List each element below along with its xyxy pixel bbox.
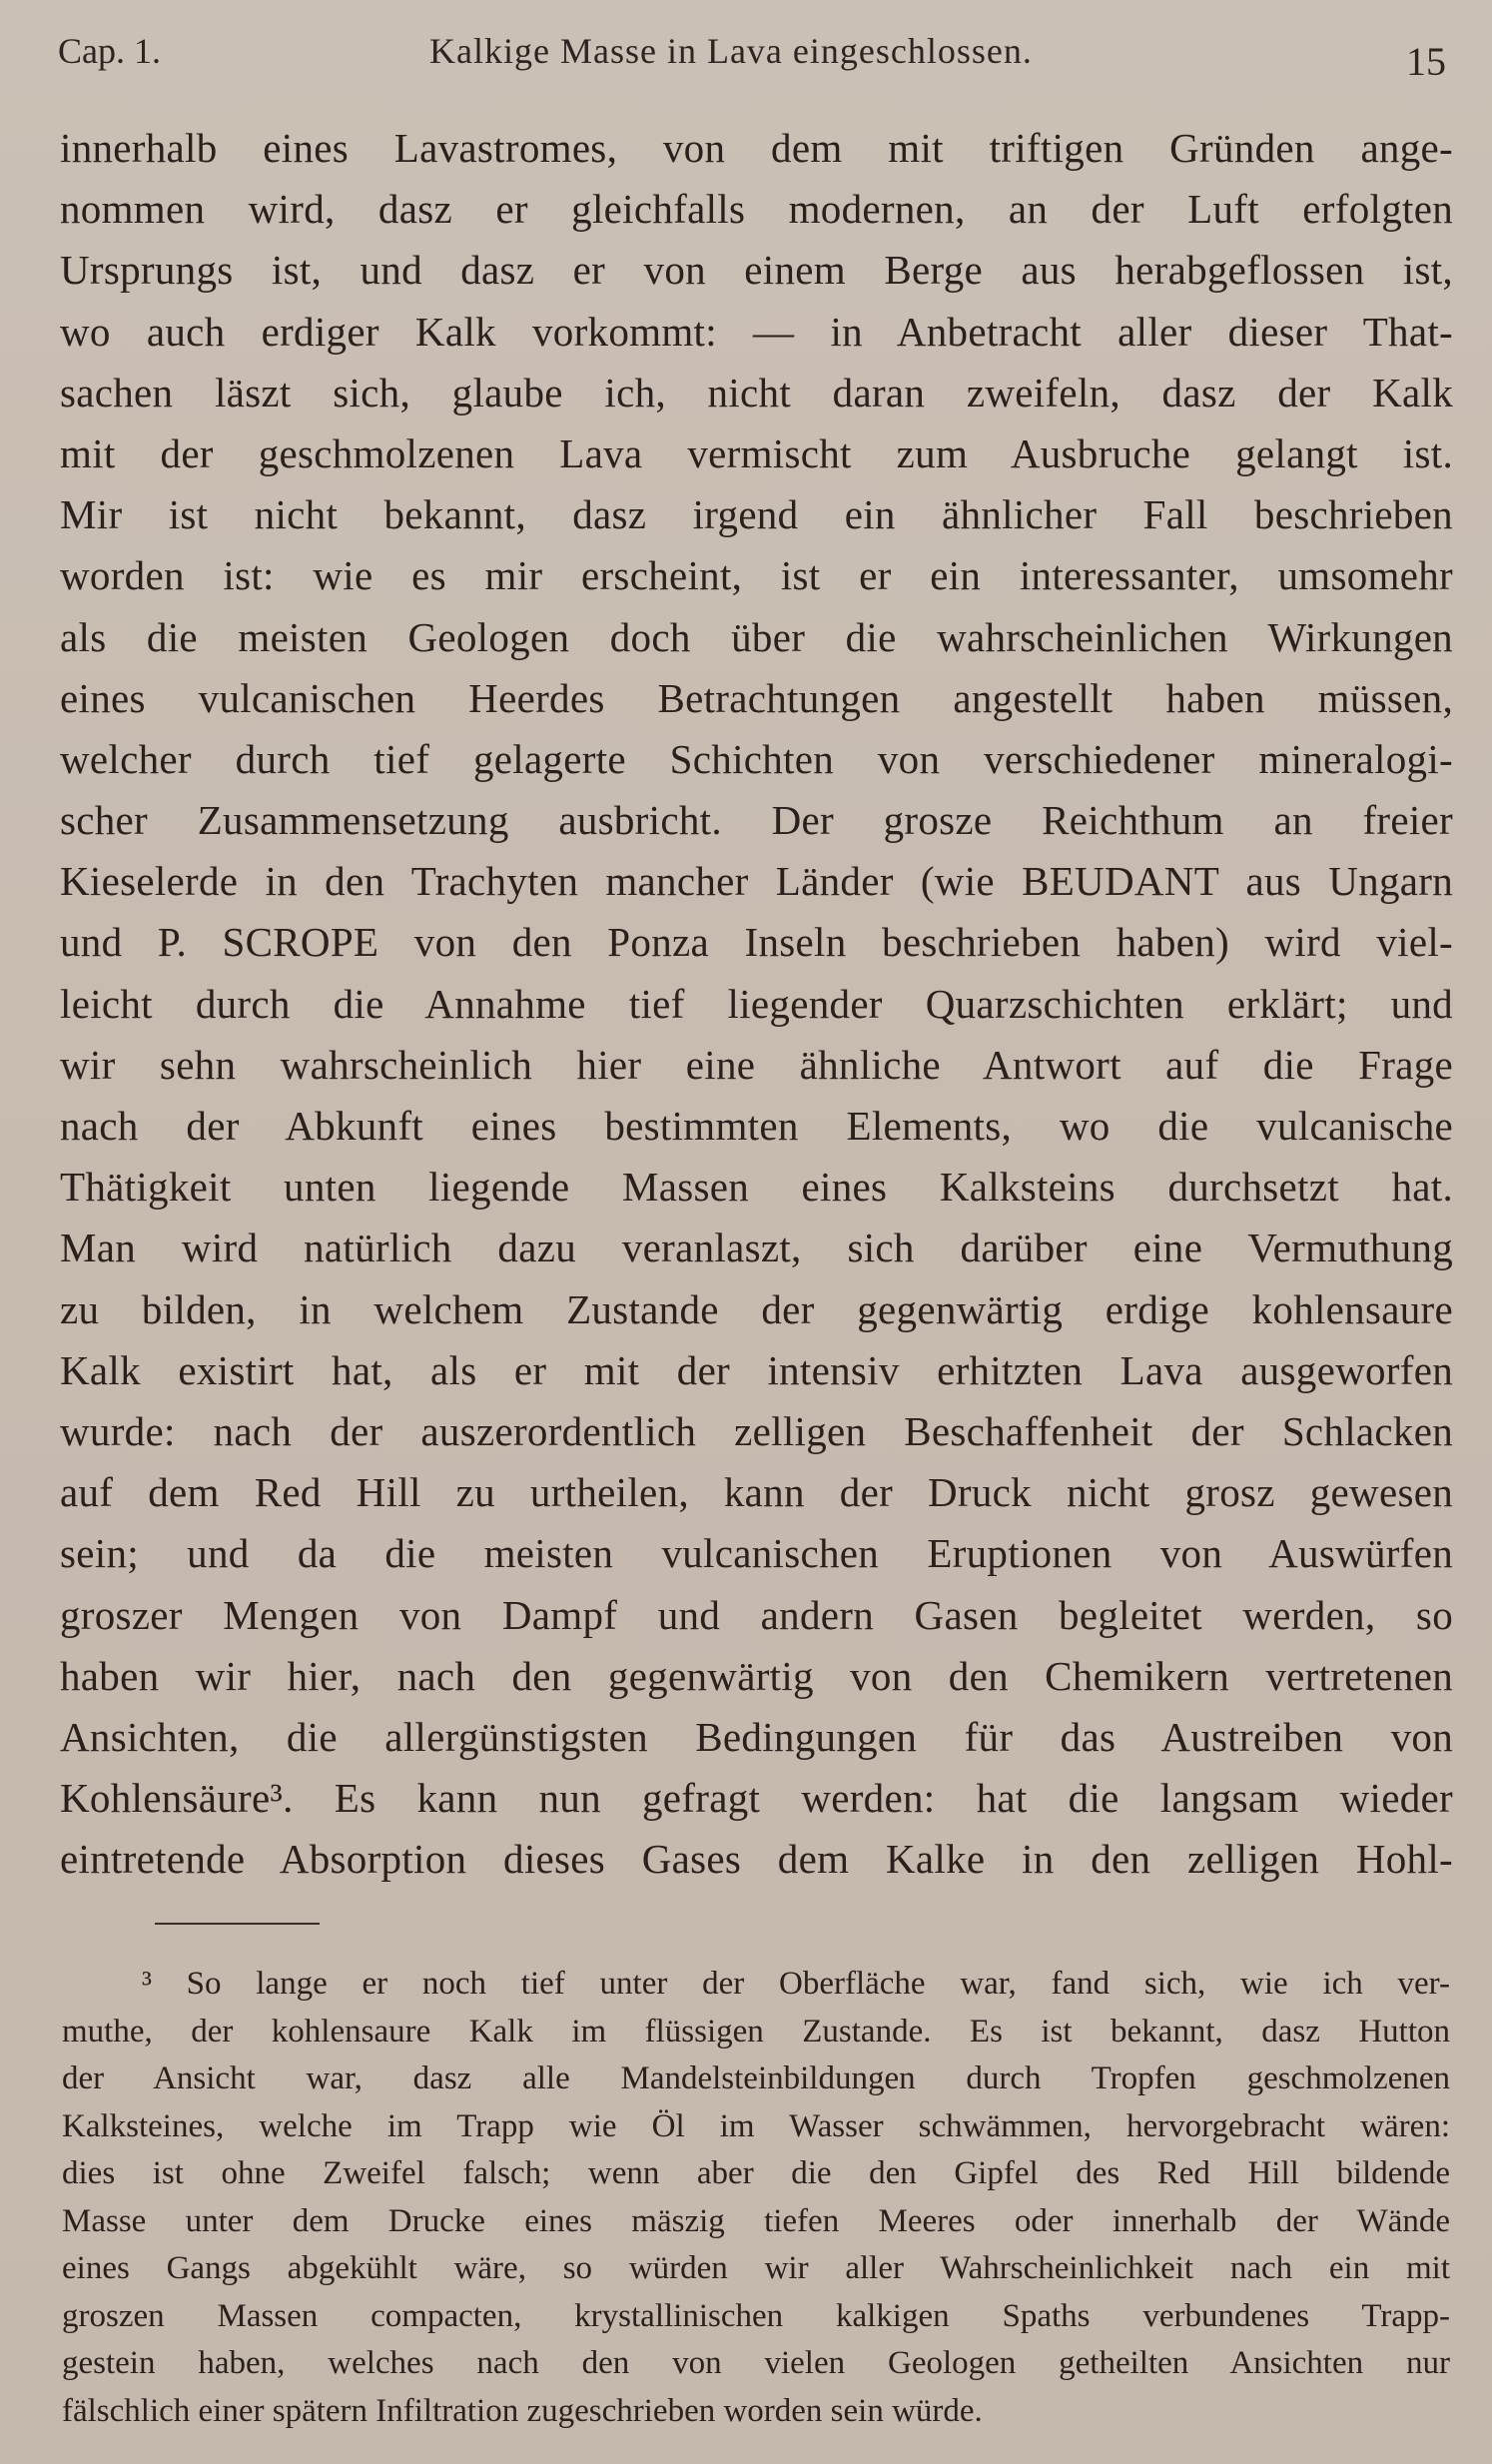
running-title: Kalkige Masse in Lava eingeschlossen. bbox=[429, 31, 1033, 71]
main-text bbox=[60, 118, 1453, 1890]
text-line: nach der Abkunft eines bestimmten Elements, wo die vulcanische bbox=[60, 1103, 1453, 1149]
text-line: zu bilden, in welchem Zustande der gegenwärtig erdige kohlensaure bbox=[60, 1285, 1453, 1332]
text-line: Kieselerde in den Trachyten mancher Länder (wie BEUDANT aus Ungarn bbox=[60, 858, 1453, 905]
text-line: eintretende Absorption dieses Gases dem Kalke in den zelligen Hohl- bbox=[60, 1836, 1453, 1883]
text-line: innerhalb eines Lavastromes, von dem mit triftigen Gründen ange- bbox=[60, 125, 1453, 171]
footnote-line: fälschlich einer spätern Infiltration zugeschrieben worden sein würde. bbox=[62, 2392, 983, 2429]
footnote-line: der Ansicht war, dasz alle Mandelsteinbildungen durch Tropfen geschmolzenen bbox=[62, 2060, 1450, 2096]
text-line: sein; und da die meisten vulcanischen Eruptionen von Auswürfen bbox=[60, 1530, 1453, 1577]
text-line: leicht durch die Annahme tief liegender Quarzschichten erklärt; und bbox=[60, 980, 1453, 1027]
text-line: haben wir hier, nach den gegenwärtig von den Chemikern vertretenen bbox=[60, 1652, 1453, 1699]
footnote-line: muthe, der kohlensaure Kalk im flüssigen Zustande. Es ist bekannt, dasz Hutton bbox=[62, 2013, 1450, 2050]
chapter-label: Cap. 1. bbox=[58, 31, 161, 71]
text-line: Kohlensäure³. Es kann nun gefragt werden: hat die langsam wieder bbox=[60, 1775, 1453, 1822]
text-line: Man wird natürlich dazu veranlaszt, sich darüber eine Vermuthung bbox=[60, 1225, 1453, 1271]
text-line: mit der geschmolzenen Lava vermischt zum Ausbruche gelangt ist. bbox=[60, 429, 1453, 476]
text-line: wo auch erdiger Kalk vorkommt: — in Anbetracht aller dieser That- bbox=[60, 308, 1453, 355]
footnote-line: groszen Massen compacten, krystallinischen kalkigen Spaths verbundenes Trapp- bbox=[62, 2297, 1450, 2334]
footnote-line: ³ So lange er noch tief unter der Oberfläche war, fand sich, wie ich ver- bbox=[142, 1966, 1450, 2002]
footnote-separator bbox=[155, 1923, 320, 1925]
text-line: auf dem Red Hill zu urtheilen, kann der Druck nicht grosz gewesen bbox=[60, 1469, 1453, 1516]
text-line: welcher durch tief gelagerte Schichten von verschiedener mineralogi- bbox=[60, 735, 1453, 782]
text-line: worden ist: wie es mir erscheint, ist er ein interessanter, umsomehr bbox=[60, 552, 1453, 599]
page-number: 15 bbox=[1406, 39, 1446, 84]
text-line: sachen läszt sich, glaube ich, nicht daran zweifeln, dasz der Kalk bbox=[60, 369, 1453, 415]
text-line: Kalk existirt hat, als er mit der intensiv erhitzten Lava ausgeworfen bbox=[60, 1346, 1453, 1393]
text-line: Ursprungs ist, und dasz er von einem Berge aus herabgeflossen ist, bbox=[60, 247, 1453, 294]
text-line: eines vulcanischen Heerdes Betrachtungen angestellt haben müssen, bbox=[60, 674, 1453, 721]
running-head bbox=[58, 30, 1446, 90]
text-line: wurde: nach der auszerordentlich zelligen Beschaffenheit der Schlacken bbox=[60, 1407, 1453, 1454]
text-line: Ansichten, die allergünstigsten Bedingungen für das Austreiben von bbox=[60, 1713, 1453, 1760]
footnote-line: Masse unter dem Drucke eines mäszig tiefen Meeres oder innerhalb der Wände bbox=[62, 2202, 1450, 2239]
text-line: Thätigkeit unten liegende Massen eines Kalksteins durchsetzt hat. bbox=[60, 1164, 1453, 1211]
text-line: wir sehn wahrscheinlich hier eine ähnliche Antwort auf die Frage bbox=[60, 1041, 1453, 1088]
footnote bbox=[62, 1961, 1450, 2435]
text-line: als die meisten Geologen doch über die wahrscheinlichen Wirkungen bbox=[60, 613, 1453, 660]
footnote-line: dies ist ohne Zweifel falsch; wenn aber die den Gipfel des Red Hill bildende bbox=[62, 2155, 1450, 2191]
text-line: Mir ist nicht bekannt, dasz irgend ein ähnlicher Fall beschrieben bbox=[60, 491, 1453, 538]
text-line: scher Zusammensetzung ausbricht. Der grosze Reichthum an freier bbox=[60, 797, 1453, 844]
footnote-line: eines Gangs abgekühlt wäre, so würden wir aller Wahrscheinlichkeit nach ein mit bbox=[62, 2250, 1450, 2286]
footnote-line: Kalksteines, welche im Trapp wie Öl im Wasser schwämmen, hervorgebracht wären: bbox=[62, 2107, 1450, 2144]
footnote-line: gestein haben, welches nach den von vielen Geologen getheilten Ansichten nur bbox=[62, 2345, 1450, 2381]
text-line: groszer Mengen von Dampf und andern Gasen begleitet werden, so bbox=[60, 1591, 1453, 1638]
text-line: und P. SCROPE von den Ponza Inseln beschrieben haben) wird viel- bbox=[60, 919, 1453, 966]
text-line: nommen wird, dasz er gleichfalls modernen, an der Luft erfolgten bbox=[60, 186, 1453, 233]
